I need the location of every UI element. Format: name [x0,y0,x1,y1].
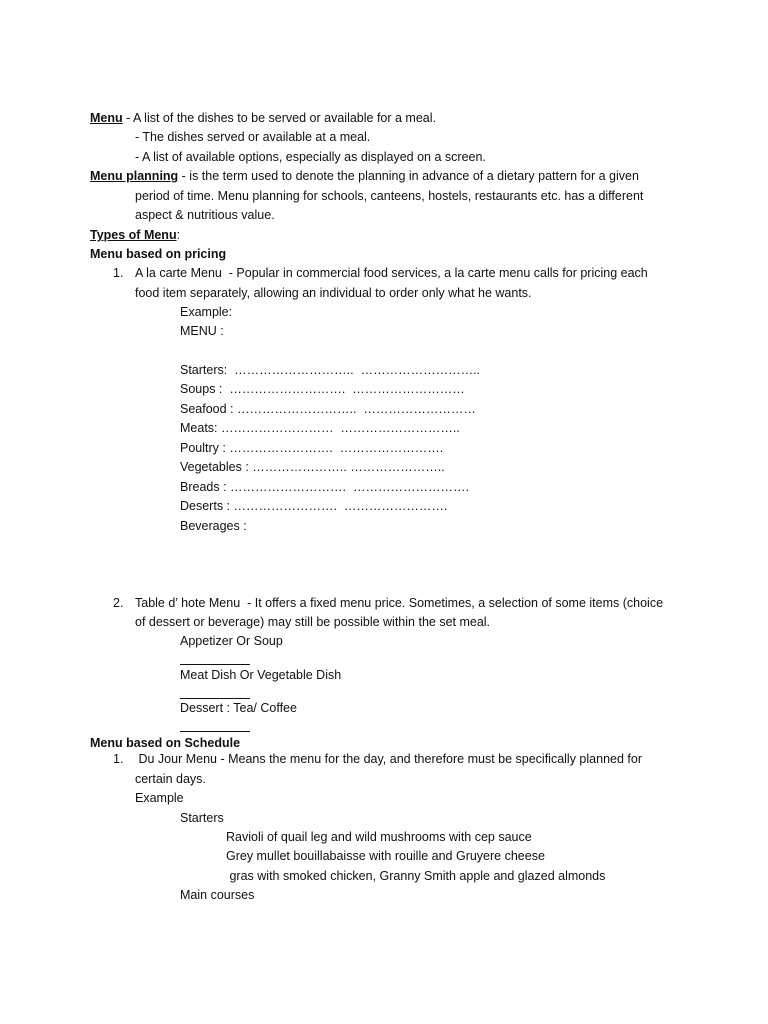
starters-label: Starters [180,811,224,825]
course-dessert: Dessert : Tea/ Coffee [180,701,297,715]
course-appetizer: Appetizer Or Soup [180,634,283,648]
planning-def-text-1: - is the term used to denote the planning in advance of a dietary pattern for a given [178,169,639,183]
schedule-heading: Menu based on Schedule [90,736,241,750]
du-jour-line-2: certain days. [135,772,206,786]
main-courses-label: Main courses [180,888,255,902]
menu-definition-line-1 [90,110,436,126]
starter-item-2: Grey mullet bouillabaisse with rouille and Gruyere cheese [226,849,545,863]
types-of-menu-term: Types of Menu [90,228,177,242]
menu-entry-seafood: Seafood : ……………………….. ……………………… [180,402,476,416]
a-la-carte-line-1: A la carte Menu - Popular in commercial food services, a la carte menu calls for pricing each [135,266,648,280]
planning-definition-line-3: aspect & nutritious value. [135,208,275,222]
a-la-carte-line-2: food item separately, allowing an individual to order only what he wants. [135,286,532,300]
table-d-hote-line-2: of dessert or beverage) may still be possible within the set meal. [135,615,491,629]
types-colon: : [176,228,181,242]
example-label: Example: [180,305,233,319]
planning-definition-line-1 [90,168,639,184]
menu-label: MENU : [180,324,224,338]
menu-entry-starters: Starters: ……………………….. ……………………….. [180,363,481,377]
course-divider-2 [180,698,250,699]
course-divider-3 [180,731,250,732]
menu-term: Menu [90,111,123,125]
menu-entry-soups: Soups : ………………………. ……………………… [180,382,465,396]
pricing-heading: Menu based on pricing [90,247,227,261]
du-jour-line-1: Du Jour Menu - Means the menu for the day, and therefore must be specifically planned for [135,752,642,766]
menu-entry-beverages: Beverages : [180,519,247,533]
menu-entry-breads: Breads : ………………………. ………………………. [180,480,469,494]
course-meat-dish: Meat Dish Or Vegetable Dish [180,668,342,682]
menu-def-text-1: - A list of the dishes to be served or available for a meal. [122,111,437,125]
course-divider-1 [180,664,250,665]
starter-item-3: gras with smoked chicken, Granny Smith apple and glazed almonds [226,869,606,883]
types-of-menu-heading [90,227,180,243]
list-number-2: 2. [113,596,124,610]
du-jour-example-label: Example [135,791,184,805]
planning-definition-line-2: period of time. Menu planning for schools, canteens, hostels, restaurants etc. has a different [135,189,644,203]
starter-item-1: Ravioli of quail leg and wild mushrooms with cep sauce [226,830,532,844]
table-d-hote-line-1: Table d’ hote Menu - It offers a fixed menu price. Sometimes, a selection of some items (choice [135,596,664,610]
list-number-1: 1. [113,266,124,280]
menu-entry-meats: Meats: ……………………… ……………………….. [180,421,460,435]
menu-planning-term: Menu planning [90,169,179,183]
list-number-3: 1. [113,752,124,766]
menu-definition-line-3: - A list of available options, especially as displayed on a screen. [135,150,486,164]
menu-entry-deserts: Deserts : ……………………. ……………………. [180,499,448,513]
menu-entry-poultry: Poultry : ……………………. ……………………. [180,441,444,455]
menu-definition-line-2: - The dishes served or available at a meal. [135,130,371,144]
menu-entry-vegetables: Vegetables : ………………….. ………………….. [180,460,445,474]
